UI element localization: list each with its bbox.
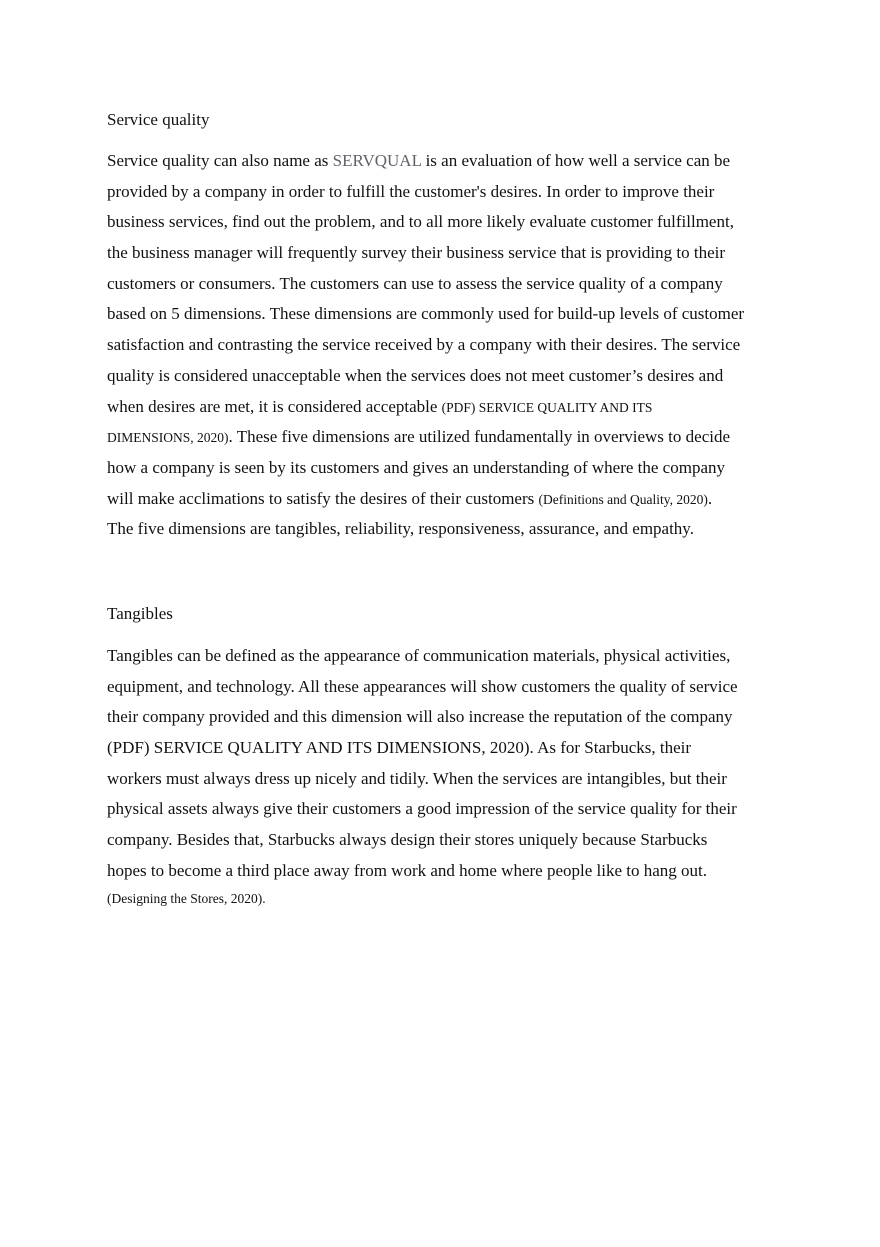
paragraph-line: equipment, and technology. All these appearances will show customers the quality of service [107, 676, 738, 696]
section-heading-tangibles: Tangibles [107, 604, 173, 623]
paragraph-line: company. Besides that, Starbucks always design their stores uniquely because Starbucks [107, 830, 708, 850]
paragraph-tangibles [107, 641, 787, 911]
paragraph-line: (PDF) SERVICE QUALITY AND ITS DIMENSIONS, 2020). As for Starbucks, their [107, 738, 692, 758]
paragraph-line [107, 392, 787, 423]
citation: (PDF) SERVICE QUALITY AND ITS [441, 399, 653, 415]
citation: (Definitions and Quality, 2020) [538, 491, 708, 507]
paragraph-line: physical assets always give their customers a good impression of the service quality for their [107, 799, 737, 819]
servqual-term: SERVQUAL [332, 151, 422, 170]
paragraph-line: workers must always dress up nicely and tidily. When the services are intangibles, but their [107, 768, 727, 788]
paragraph-line: satisfaction and contrasting the service received by a company with their desires. The service [107, 335, 741, 355]
citation: (Designing the Stores, 2020). [107, 890, 266, 906]
paragraph-line: how a company is seen by its customers and gives an understanding of where the company [107, 457, 725, 477]
paragraph-line: based on 5 dimensions. These dimensions are commonly used for build-up levels of customer [107, 304, 745, 324]
text-run: . These five dimensions are utilized fundamentally in overviews to decide [228, 427, 731, 447]
paragraph-service-quality [107, 146, 787, 545]
paragraph-line: quality is considered unacceptable when the services does not meet customer’s desires and [107, 365, 724, 385]
paragraph-line: customers or consumers. The customers can use to assess the service quality of a company [107, 273, 723, 293]
text-run: . [707, 488, 713, 508]
paragraph-line: provided by a company in order to fulfill the customer's desires. In order to improve their [107, 181, 715, 201]
paragraph-line: Tangibles can be defined as the appearance of communication materials, physical activities, [107, 646, 731, 665]
text-run: Service quality can also name as [107, 151, 333, 170]
paragraph-line [107, 484, 787, 515]
paragraph-line [107, 146, 787, 177]
paragraph-line [107, 422, 787, 453]
paragraph-line: hopes to become a third place away from work and home where people like to hang out. [107, 860, 707, 880]
text-run: will make acclimations to satisfy the desires of their customers [107, 488, 539, 508]
text-run: is an evaluation of how well a service can be [421, 151, 731, 170]
paragraph-line: business services, find out the problem, and to all more likely evaluate customer fulfillment, [107, 212, 734, 232]
paragraph-line: their company provided and this dimension will also increase the reputation of the company [107, 707, 733, 727]
text-run: when desires are met, it is considered acceptable [107, 396, 442, 416]
paragraph-line: The five dimensions are tangibles, reliability, responsiveness, assurance, and empathy. [107, 519, 694, 539]
citation: DIMENSIONS, 2020) [107, 430, 229, 446]
section-heading-service-quality: Service quality [107, 110, 210, 129]
paragraph-line: the business manager will frequently survey their business service that is providing to their [107, 243, 726, 263]
